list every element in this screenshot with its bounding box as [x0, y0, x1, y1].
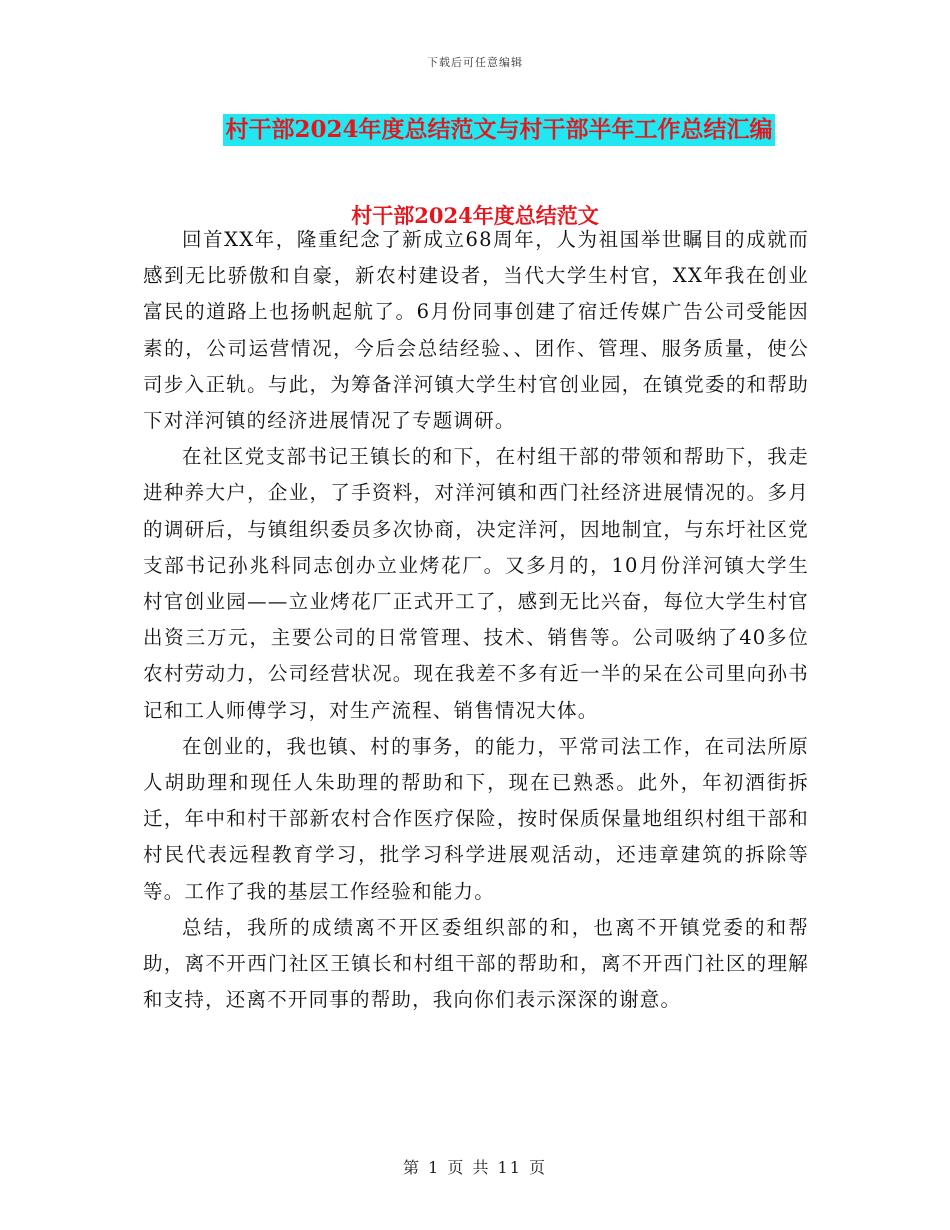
document-title: 村干部2024年度总结范文与村干部半年工作总结汇编	[223, 114, 774, 146]
paragraph-2: 在社区党支部书记王镇长的和下，在村组干部的带领和帮助下，我走进种养大户，企业，了手资料，对洋河镇和西门社经济进展情况的。多月的调研后，与镇组织委员多次协商，决定洋河，因地制宜，与东圩社区党支部书记孙兆科同志创办立业烤花厂。又多月的，10月份洋河镇大学生村官创业园——立业烤花厂正式开工了，感到无比兴奋，每位大学生村官出资三万元，主要公司的日常管理、技术、销售等。公司吸纳了40多位农村劳动力，公司经营状况。现在我差不多有近一半的呆在公司里向孙书记和工人师傅学习，对生产流程、销售情况大体。	[143, 445, 809, 722]
paragraph-4: 总结，我所的成绩离不开区委组织部的和，也离不开镇党委的和帮助，离不开西门社区王镇长和村组干部的帮助和，离不开西门社区的理解和支持，还离不开同事的帮助，我向你们表示深深的谢意。	[143, 915, 809, 1012]
page-number-footer: 第 1 页 共 11 页	[403, 1158, 547, 1177]
document-body	[143, 222, 809, 1018]
paragraph-3: 在创业的，我也镇、村的事务，的能力，平常司法工作，在司法所原人胡助理和现任人朱助理的帮助和下，现在已熟悉。此外，年初酒街拆迁，年中和村干部新农村合作医疗保险，按时保质保量地组织村组干部和村民代表远程教育学习，批学习科学进展观活动，还违章建筑的拆除等等。工作了我的基层工作经验和能力。	[143, 734, 809, 903]
page-header-note: 下载后可任意编辑	[427, 56, 523, 69]
section-title: 村干部2024年度总结范文	[351, 203, 599, 228]
document-title-container	[0, 114, 950, 146]
paragraph-1: 回首XX年，隆重纪念了新成立68周年，人为祖国举世瞩目的成就而感到无比骄傲和自豪，新农村建设者，当代大学生村官，XX年我在创业富民的道路上也扬帆起航了。6月份同事创建了宿迁传媒广告公司受能因素的，公司运营情况，今后会总结经验、、团作、管理、服务质量，使公司步入正轨。与此，为筹备洋河镇大学生村官创业园，在镇党委的和帮助下对洋河镇的经济进展情况了专题调研。	[143, 228, 809, 433]
